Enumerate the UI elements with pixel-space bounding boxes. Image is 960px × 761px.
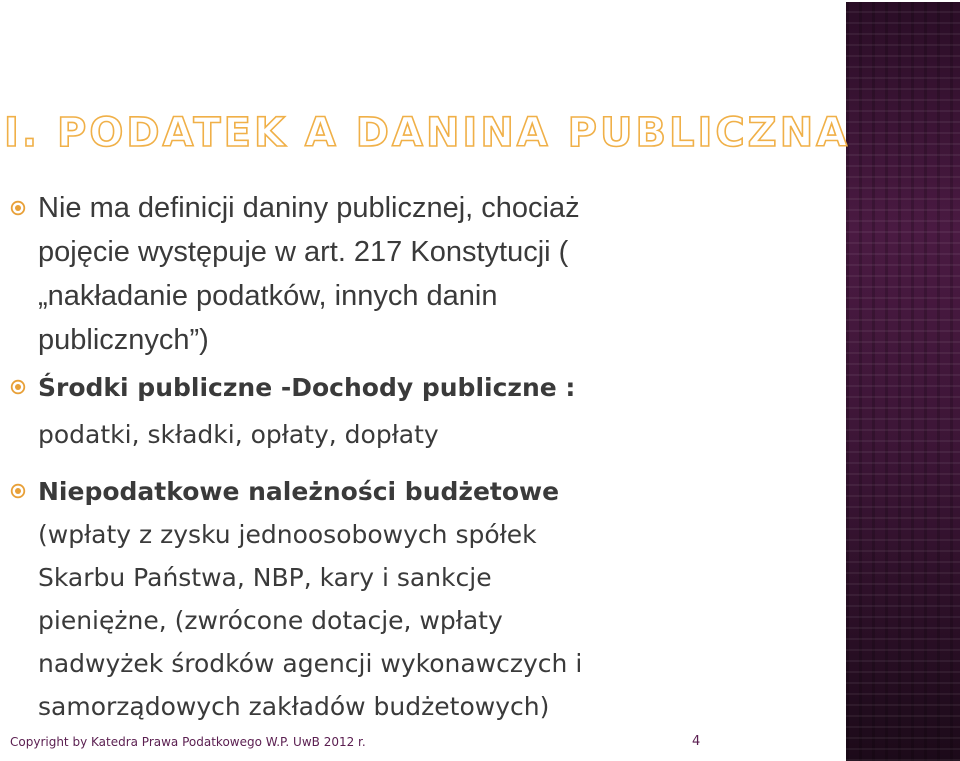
bullet-line: pojęcie występuje w art. 217 Konstytucji ( [38, 236, 569, 268]
decorative-side-band [846, 2, 960, 761]
bullet-line: pieniężne, (zwrócone dotacje, wpłaty [38, 606, 503, 635]
bullet-list [10, 186, 800, 728]
bullet-line: „nakładanie podatków, innych danin [38, 280, 498, 312]
bullet-line: nadwyżek środków agencji wykonawczych i [38, 649, 583, 678]
bullet-line: podatki, składki, opłaty, dopłaty [38, 420, 439, 449]
copyright-footer: Copyright by Katedra Prawa Podatkowego W.P. UwB 2012 r. [10, 735, 366, 749]
circled-dot-icon [10, 483, 26, 499]
slide-title: I. PODATEK A DANINA PUBLICZNA [4, 110, 851, 156]
bullet-heading: Środki publiczne -Dochody publiczne : [38, 373, 576, 402]
bullet-line: publicznych”) [38, 324, 209, 356]
bullet-line: Nie ma definicji daniny publicznej, chociaż [38, 192, 580, 224]
circled-dot-icon [10, 379, 26, 395]
bullet-line: Skarbu Państwa, NBP, kary i sankcje [38, 563, 492, 592]
bullet-item [10, 470, 800, 728]
bullet-heading: Niepodatkowe należności budżetowe [38, 477, 560, 506]
bullet-item [10, 186, 800, 362]
bullet-item [10, 364, 800, 458]
page-number: 4 [692, 734, 701, 749]
bullet-line: (wpłaty z zysku jednoosobowych spółek [38, 520, 537, 549]
bullet-line: samorządowych zakładów budżetowych) [38, 692, 550, 721]
circled-dot-icon [10, 200, 26, 216]
